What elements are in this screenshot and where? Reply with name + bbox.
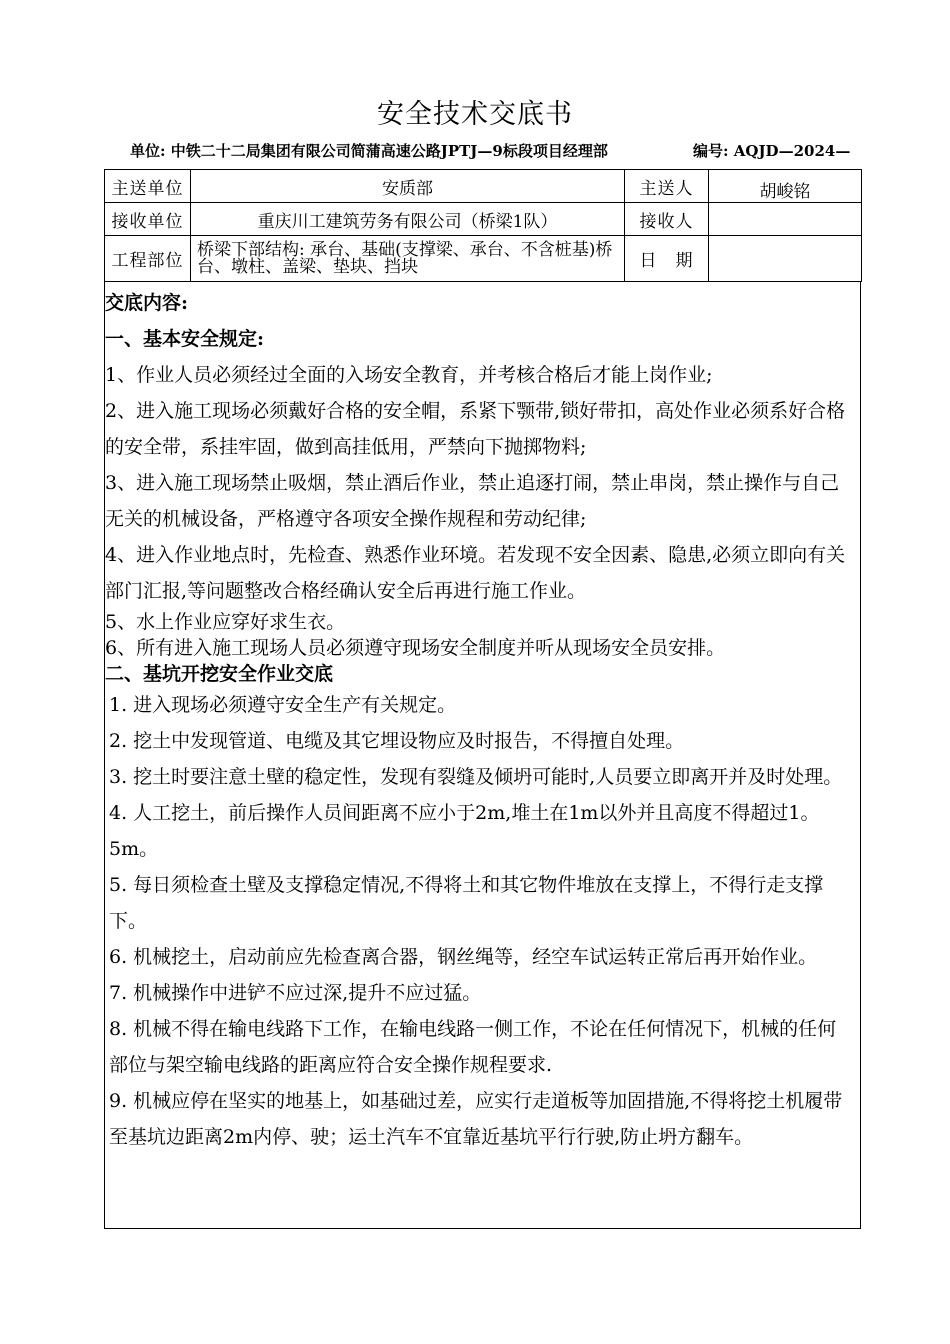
list-item: 3. 挖土时要注意土壁的稳定性，发现有裂缝及倾坍可能时,人员要立即离开并及时处理。 [109,766,843,788]
list-item: 8. 机械不得在输电线路下工作，在输电线路一侧工作，不论在任何情况下，机械的任何部位与架空输电线路的距离应符合安全操作规程要求. [109,1018,837,1076]
list-item: 5. 每日须检查土壁及支撑稳定情况,不得将土和其它物件堆放在支撑上，不得行走支撑下。 [109,874,824,932]
content-heading: 交底内容: [105,292,189,314]
section2-title: 二、基坑开挖安全作业交底 [105,663,334,685]
list-item: 3、进入施工现场禁止吸烟，禁止酒后作业，禁止追逐打闹，禁止串岗，禁止操作与自己无关的机械设备，严格遵守各项安全操作规程和劳动纪律; [105,472,840,530]
list-item: 1、作业人员必须经过全面的入场安全教育，并考核合格后才能上岗作业; [105,364,713,386]
content-box [104,281,861,1229]
date-value [709,236,862,282]
document-title: 安全技术交底书 [377,99,573,130]
sender-unit-value: 安质部 [191,170,625,203]
list-item: 5、水上作业应穿好求生衣。 [105,611,346,633]
list-item: 6、所有进入施工现场人员必须遵守现场安全制度并听从现场安全员安排。 [105,637,726,659]
list-item: 2. 挖土中发现管道、电缆及其它埋设物应及时报告，不得擅自处理。 [109,730,685,752]
receiver-unit-label: 接收单位 [105,203,191,236]
list-item: 4. 人工挖土，前后操作人员间距离不应小于2m,堆土在1m以外并且高度不得超过1。5m。 [109,802,820,860]
header-table [104,169,862,282]
receiver-label: 接收人 [625,203,709,236]
date-label: 日 期 [625,236,709,282]
receiver-value [709,203,862,236]
sender-label: 主送人 [625,170,709,203]
receiver-unit-value: 重庆川工建筑劳务有限公司（桥梁1队） [191,203,625,236]
document-number: 编号: AQJD—2024— [693,142,851,160]
unit-line: 单位: 中铁二十二局集团有限公司简蒲高速公路JPTJ—9标段项目经理部 [130,142,608,160]
list-item: 7. 机械操作中进铲不应过深,提升不应过猛。 [109,982,482,1004]
part-label: 工程部位 [105,236,191,282]
list-item: 4、进入作业地点时，先检查、熟悉作业环境。若发现不安全因素、隐患,必须立即向有关部门汇报,等问题整改合格经确认安全后再进行施工作业。 [105,544,846,602]
list-item: 9. 机械应停在坚实的地基上，如基础过差，应实行走道板等加固措施,不得将挖土机履带至基坑边距离2m内停、驶；运土汽车不宜靠近基坑平行行驶,防止坍方翻车。 [109,1090,843,1148]
list-item: 2、进入施工现场必须戴好合格的安全帽，系紧下颚带,锁好带扣，高处作业必须系好合格的安全带，系挂牢固，做到高挂低用，严禁向下抛掷物料; [105,400,846,458]
sender-value: 胡峻铭 [709,170,862,203]
section1-title: 一、基本安全规定: [105,328,265,350]
list-item: 1. 进入现场必须遵守安全生产有关规定。 [109,694,457,716]
list-item: 6. 机械挖土，启动前应先检查离合器，钢丝绳等，经空车试运转正常后再开始作业。 [109,946,818,968]
part-value: 桥梁下部结构: 承台、基础(支撑梁、承台、不含桩基)桥台、墩柱、盖梁、垫块、挡块 [191,236,625,282]
sender-unit-label: 主送单位 [105,170,191,203]
